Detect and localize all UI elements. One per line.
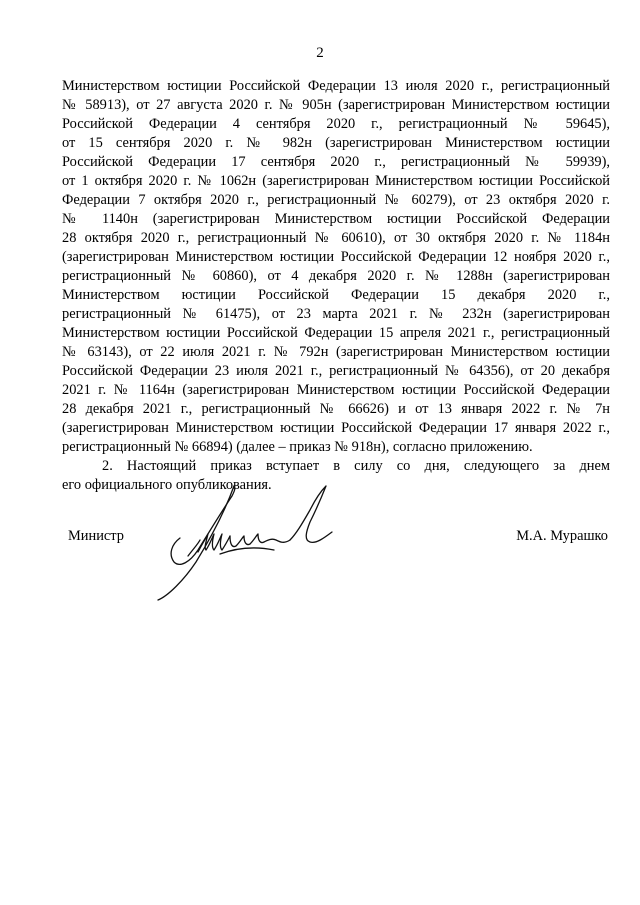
text-line: Российской Федерации 23 июля 2021 г., регистрационный № 64356), от 20 декабря xyxy=(62,363,610,379)
text-line: Министерством юстиции Российской Федерации 15 декабря 2020 г., xyxy=(62,287,610,303)
text-line: Российской Федерации 17 сентября 2020 г., регистрационный № 59939), xyxy=(62,154,610,170)
text-line: регистрационный № 61475), от 23 марта 2021 г. № 232н (зарегистрирован xyxy=(62,306,610,322)
text-line: Российской Федерации 4 сентября 2020 г., регистрационный № 59645), xyxy=(62,116,610,132)
text-line: от 1 октября 2020 г. № 1062н (зарегистрирован Министерством юстиции Российской xyxy=(62,173,610,189)
page-number: 2 xyxy=(316,45,324,61)
text-line: (зарегистрирован Министерством юстиции Российской Федерации 12 ноября 2020 г., xyxy=(62,249,610,265)
text-line: Федерации 7 октября 2020 г., регистрационный № 60279), от 23 октября 2020 г. xyxy=(62,192,610,208)
text-line: (зарегистрирован Министерством юстиции Российской Федерации 17 января 2022 г., xyxy=(62,420,610,436)
text-line: 28 октября 2020 г., регистрационный № 60610), от 30 октября 2020 г. № 1184н xyxy=(62,230,610,246)
text-line: 28 декабря 2021 г., регистрационный № 66626) и от 13 января 2022 г. № 7н xyxy=(62,401,610,417)
text-line: № 58913), от 27 августа 2020 г. № 905н (зарегистрирован Министерством юстиции xyxy=(62,97,610,113)
signatory-name: М.А. Мурашко xyxy=(516,528,608,544)
text-line: № 1140н (зарегистрирован Министерством юстиции Российской Федерации xyxy=(62,211,610,227)
text-line: 2021 г. № 1164н (зарегистрирован Министерством юстиции Российской Федерации xyxy=(62,382,610,398)
text-line: регистрационный № 66894) (далее – приказ № 918н), согласно приложению. xyxy=(62,439,533,455)
body-text xyxy=(62,77,610,495)
handwritten-signature xyxy=(150,478,340,603)
text-line: его официального опубликования. xyxy=(62,477,272,493)
text-line: Министерством юстиции Российской Федерации 15 апреля 2021 г., регистрационный xyxy=(62,325,610,341)
text-line: регистрационный № 60860), от 4 декабря 2020 г. № 1288н (зарегистрирован xyxy=(62,268,610,284)
text-line: № 63143), от 22 июля 2021 г. № 792н (зарегистрирован Министерством юстиции xyxy=(62,344,610,360)
text-line: Министерством юстиции Российской Федерации 13 июля 2020 г., регистрационный xyxy=(62,78,610,94)
clause-2-line: 2. Настоящий приказ вступает в силу со дня, следующего за днем xyxy=(102,458,610,474)
text-line: от 15 сентября 2020 г. № 982н (зарегистрирован Министерством юстиции xyxy=(62,135,610,151)
signatory-position: Министр xyxy=(68,528,124,544)
